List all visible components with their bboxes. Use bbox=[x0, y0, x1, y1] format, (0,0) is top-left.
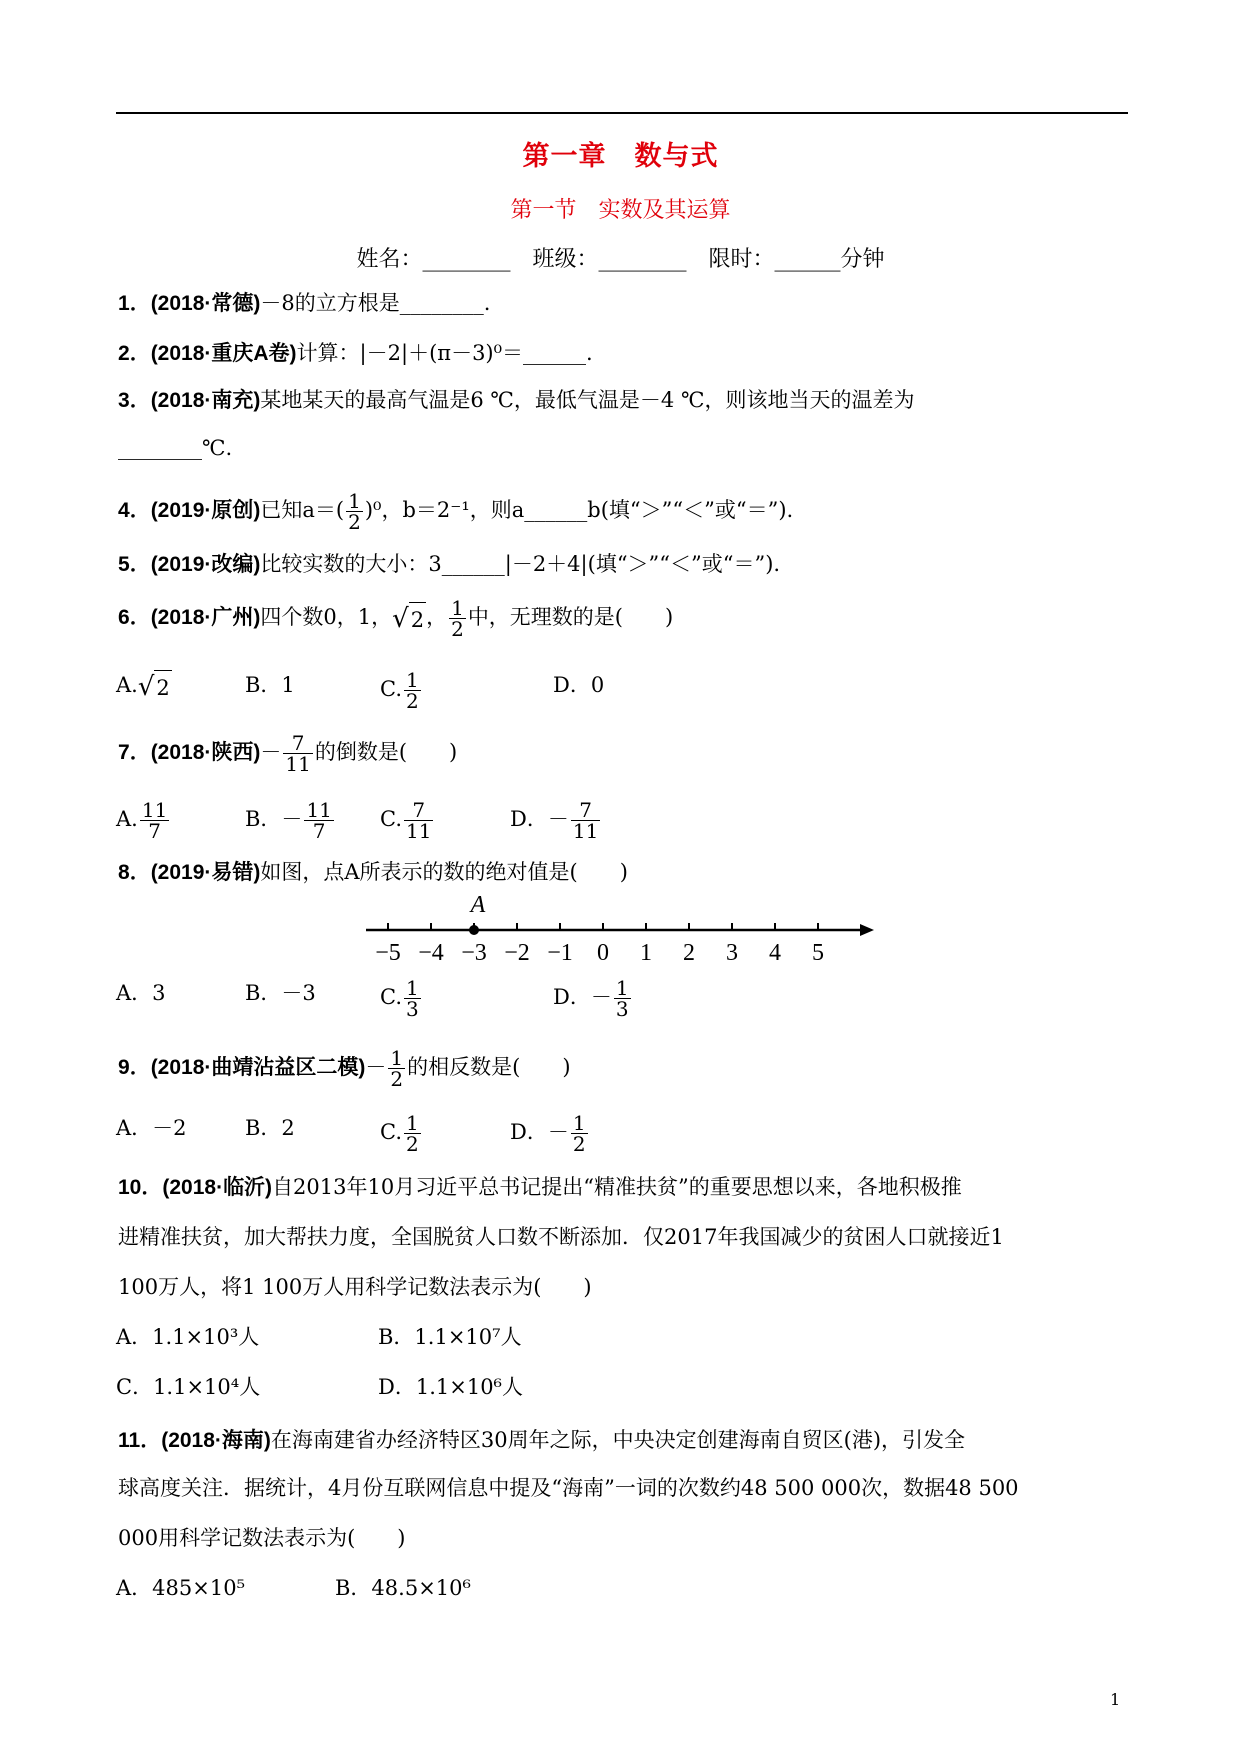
number-line-tick-label: −2 bbox=[504, 940, 530, 966]
question-7: 7．(2018·陕西)－ $\frac{7}{11}$ 的倒数是( ) bbox=[118, 731, 458, 776]
section-title: 第一节 实数及其运算 bbox=[510, 198, 731, 223]
question-3-cont: ________℃. bbox=[118, 436, 233, 460]
option-a[interactable]: A．3 bbox=[116, 981, 166, 1005]
fraction: $\frac{1}{2}$ bbox=[451, 596, 464, 641]
number-line-tick-label: −5 bbox=[375, 940, 401, 966]
question-4: 4．(2019·原创)已知a＝( $\frac{1}{2}$ )⁰，b＝2⁻¹，则a______b(填“＞”“＜”或“＝”). bbox=[118, 489, 794, 534]
fraction: $\frac{1}{2}$ bbox=[348, 489, 361, 534]
point-a-label: A bbox=[470, 892, 486, 918]
number-line-tick-label: −3 bbox=[461, 940, 487, 966]
option-a[interactable]: A．－2 bbox=[116, 1116, 187, 1140]
chapter-title: 第一章 数与式 bbox=[522, 141, 719, 172]
option-c[interactable]: C．1.1×10⁴人 bbox=[116, 1375, 261, 1399]
number-line-figure bbox=[360, 890, 880, 970]
number-line-tick-label: 5 bbox=[812, 940, 824, 966]
number-line-tick-label: −1 bbox=[547, 940, 573, 966]
option-b[interactable]: B．－3 bbox=[245, 981, 316, 1005]
option-b[interactable]: B．2 bbox=[245, 1116, 295, 1140]
question-6: 6．(2018·广州)四个数0，1，√2， $\frac{1}{2}$ 中，无理数的是( ) bbox=[118, 596, 674, 641]
number-line-tick-label: 3 bbox=[726, 940, 738, 966]
number-line-arrow bbox=[860, 924, 874, 936]
square-root: √2 bbox=[392, 604, 425, 634]
question-2: 2．(2018·重庆A卷)计算：|－2|＋(π－3)⁰＝______. bbox=[118, 341, 593, 365]
point-a-dot bbox=[469, 925, 479, 935]
number-line-tick-label: 0 bbox=[597, 940, 609, 966]
header-rule bbox=[116, 112, 1128, 114]
option-c[interactable]: C. $\frac{1}{2}$ bbox=[380, 668, 419, 713]
question-11-cont: 球高度关注．据统计，4月份互联网信息中提及“海南”一词的次数约48 500 000次，数据48 500 bbox=[118, 1476, 1019, 1500]
option-a[interactable]: A．485×10⁵ bbox=[116, 1576, 245, 1600]
option-b[interactable]: B．－ $\frac{11}{7}$ bbox=[245, 798, 332, 843]
option-c[interactable]: C. $\frac{1}{2}$ bbox=[380, 1111, 419, 1156]
number-line-tick-label: −4 bbox=[418, 940, 444, 966]
number-line-tick-label: 1 bbox=[640, 940, 652, 966]
page-number: 1 bbox=[1110, 1690, 1121, 1709]
option-d[interactable]: D．1.1×10⁶人 bbox=[378, 1375, 523, 1399]
option-b[interactable]: B．48.5×10⁶ bbox=[335, 1576, 471, 1600]
question-8: 8．(2019·易错)如图，点A所表示的数的绝对值是( ) bbox=[118, 860, 628, 884]
option-a[interactable]: A．1.1×10³人 bbox=[116, 1325, 260, 1349]
question-10: 10．(2018·临沂)自2013年10月习近平总书记提出“精准扶贫”的重要思想以来，各地积极推 bbox=[118, 1175, 962, 1199]
question-11-cont: 000用科学记数法表示为( ) bbox=[118, 1526, 406, 1550]
question-9: 9．(2018·曲靖沾益区二模)－ $\frac{1}{2}$ 的相反数是( ) bbox=[118, 1046, 571, 1091]
student-info-line: 姓名：________ 班级：________ 限时：______分钟 bbox=[356, 247, 885, 272]
option-a[interactable]: A. $\frac{11}{7}$ bbox=[116, 798, 168, 843]
number-line-tick-label: 2 bbox=[683, 940, 695, 966]
question-11: 11．(2018·海南)在海南建省办经济特区30周年之际，中央决定创建海南自贸区(港)，引发全 bbox=[118, 1428, 966, 1452]
option-d[interactable]: D．－ $\frac{1}{3}$ bbox=[553, 976, 629, 1021]
option-c[interactable]: C. $\frac{7}{11}$ bbox=[380, 798, 432, 843]
option-d[interactable]: D．－ $\frac{1}{2}$ bbox=[510, 1111, 586, 1156]
question-1: 1．(2018·常德)－8的立方根是________. bbox=[118, 291, 491, 315]
question-10-cont: 100万人，将1 100万人用科学记数法表示为( ) bbox=[118, 1275, 592, 1299]
number-line-tick-label: 4 bbox=[769, 940, 781, 966]
option-c[interactable]: C. $\frac{1}{3}$ bbox=[380, 976, 419, 1021]
option-d[interactable]: D．－ $\frac{7}{11}$ bbox=[510, 798, 599, 843]
option-b[interactable]: B．1 bbox=[245, 673, 295, 697]
option-b[interactable]: B．1.1×10⁷人 bbox=[378, 1325, 522, 1349]
question-5: 5．(2019·改编)比较实数的大小：3______|－2＋4|(填“＞”“＜”或“＝”). bbox=[118, 552, 781, 576]
question-10-cont: 进精准扶贫，加大帮扶力度，全国脱贫人口数不断添加．仅2017年我国减少的贫困人口就接近1 bbox=[118, 1225, 1004, 1249]
question-3: 3．(2018·南充)某地某天的最高气温是6 ℃，最低气温是－4 ℃，则该地当天的温差为 bbox=[118, 388, 915, 412]
option-a[interactable]: A.√2 bbox=[116, 672, 170, 702]
option-d[interactable]: D．0 bbox=[553, 673, 605, 697]
